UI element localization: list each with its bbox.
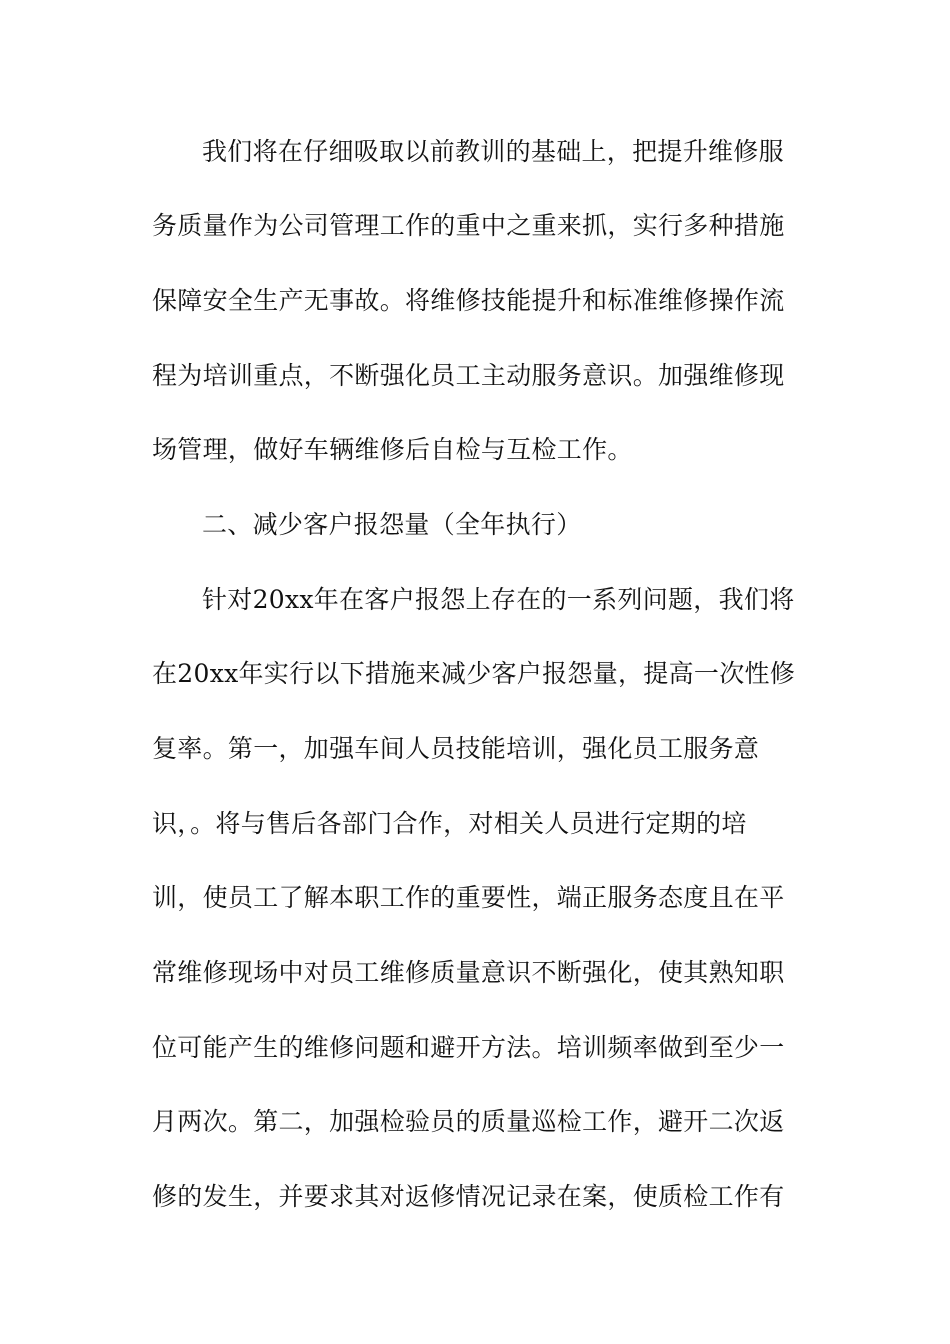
paragraph-1-line-4: 程为培训重点，不断强化员工主动服务意识。加强维修现 (152, 361, 785, 390)
paragraph-2-line-3: 复率。第一，加强车间人员技能培训，强化员工服务意 (152, 734, 760, 763)
paragraph-2-line-1: 针对20xx年在客户报怨上存在的一系列问题，我们将 (202, 585, 795, 614)
paragraph-1-line-1: 我们将在仔细吸取以前教训的基础上，把提升维修服 (202, 137, 784, 166)
paragraph-1-line-3: 保障安全生产无事故。将维修技能提升和标准维修操作流 (152, 286, 785, 315)
paragraph-2-line-2: 在20xx年实行以下措施来减少客户报怨量，提高一次性修 (152, 659, 796, 688)
paragraph-2-line-9: 修的发生，并要求其对返修情况记录在案，使质检工作有 (152, 1182, 785, 1211)
paragraph-2-line-5: 训，使员工了解本职工作的重要性，端正服务态度且在平 (152, 883, 785, 912)
paragraph-1-line-5: 场管理，做好车辆维修后自检与互检工作。 (152, 435, 633, 464)
paragraph-2-line-7: 位可能产生的维修问题和避开方法。培训频率做到至少一 (152, 1033, 785, 1062)
paragraph-2-line-4: 识，。将与售后各部门合作，对相关人员进行定期的培 (152, 809, 747, 838)
paragraph-2-line-6: 常维修现场中对员工维修质量意识不断强化，使其熟知职 (152, 958, 785, 987)
section-heading: 二、减少客户报怨量（全年执行） (202, 510, 582, 539)
paragraph-1-line-2: 务质量作为公司管理工作的重中之重来抓，实行多种措施 (152, 211, 785, 240)
paragraph-2-line-8: 月两次。第二，加强检验员的质量巡检工作，避开二次返 (152, 1107, 785, 1136)
